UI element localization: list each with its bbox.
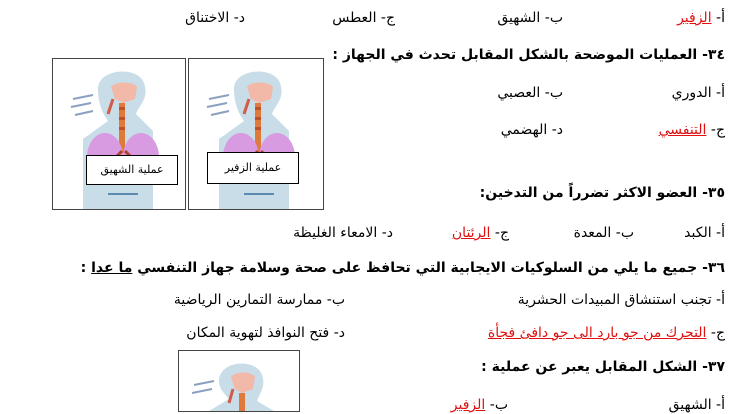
q33-opt-a-answer: الزفير [677, 10, 712, 26]
q36-opt-a: أ- تجنب استنشاق المبيدات الحشرية [517, 292, 725, 308]
q34-opt-c-prefix: ج- [710, 122, 725, 138]
q33-opt-b: ب- الشهيق [497, 10, 563, 26]
q36-opt-c-prefix: ج- [710, 325, 725, 341]
q35-opt-d: د- الامعاء الغليظة [293, 225, 393, 241]
q37-question: ٣٧- الشكل المقابل يعبر عن عملية : [481, 359, 725, 375]
respiratory-system-icon [53, 59, 185, 209]
q37-opt-a: أ- الشهيق [668, 397, 725, 413]
q33-opt-c: ج- العطس [332, 10, 395, 26]
figure-inhale [52, 58, 186, 210]
q35-opt-c [452, 224, 509, 242]
q34-opt-b: ب- العصبي [497, 85, 563, 101]
q33-options [5, 9, 725, 27]
q33-opt-d: د- الاختناق [185, 10, 245, 26]
q36-question [81, 259, 725, 277]
q36-opt-d: د- فتح النوافذ لتهوية المكان [186, 325, 345, 341]
figure-q37 [178, 350, 300, 412]
q36-question-except: ما عدا [91, 260, 133, 276]
q33-opt-a-prefix: أ- [716, 10, 725, 26]
q36-opt-b: ب- ممارسة التمارين الرياضية [173, 292, 345, 308]
q34-question: ٣٤- العمليات الموضحة بالشكل المقابل تحدث في الجهاز : [332, 47, 725, 63]
q35-opt-c-prefix: ج- [494, 225, 509, 241]
q35-opt-b: ب- المعدة [573, 225, 634, 241]
q34-opt-c-answer: التنفسي [658, 122, 707, 138]
q35-question: ٣٥- العضو الاكثر تضرراً من التدخين: [479, 185, 725, 201]
q36-opt-c-answer: التحرك من جو بارد الى جو دافئ فجأة [487, 325, 707, 341]
respiratory-system-icon [189, 59, 323, 209]
q35-opt-a: أ- الكبد [684, 225, 725, 241]
q37-opt-b-prefix: ب- [489, 397, 508, 413]
q34-opt-c [659, 121, 725, 139]
figure-exhale-caption: عملية الزفير [207, 152, 299, 184]
q36-question-colon: : [80, 260, 87, 276]
q35-opt-c-answer: الرئتان [451, 225, 491, 241]
figure-exhale [188, 58, 324, 210]
q34-opt-d: د- الهضمي [500, 122, 563, 138]
q36-opt-c [488, 324, 725, 342]
q37-opt-b-answer: الزفير [450, 397, 486, 413]
respiratory-system-icon [179, 351, 299, 411]
q36-question-start: ٣٦- جميع ما يلي من السلوكيات الايجابية التي تحافظ على صحة وسلامة جهاز التنفسي [137, 260, 725, 276]
q34-opt-a: أ- الدوري [671, 85, 725, 101]
q37-opt-b [451, 396, 508, 414]
figure-inhale-caption: عملية الشهيق [86, 155, 178, 185]
